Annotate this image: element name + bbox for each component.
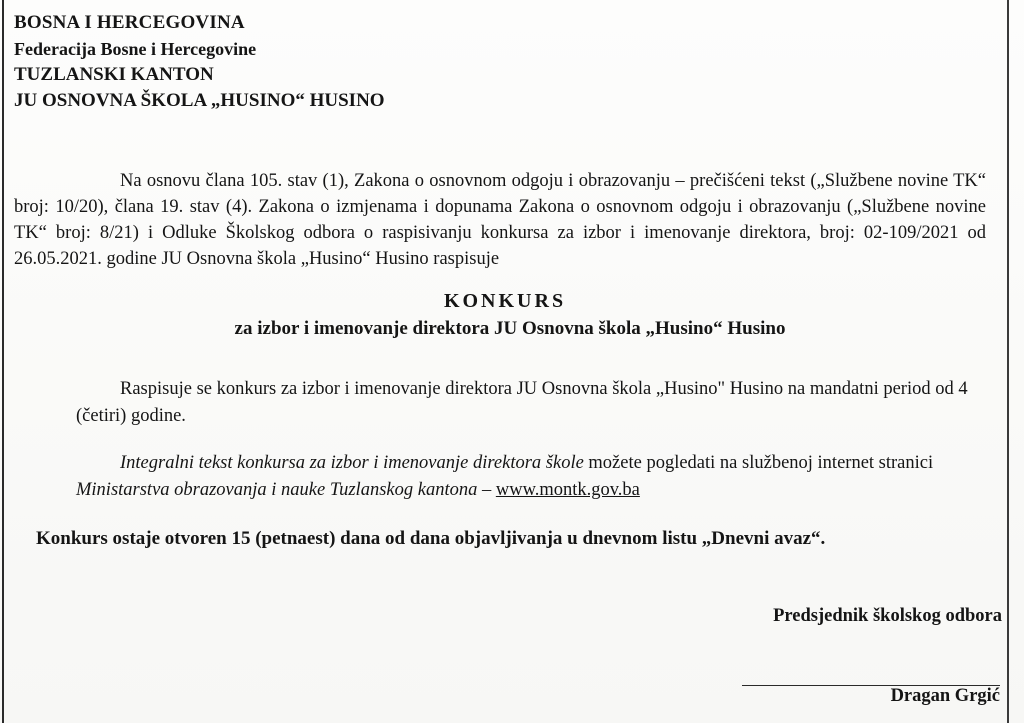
dash-text: – xyxy=(477,480,496,500)
signatory-name: Dragan Grgić xyxy=(890,686,1000,706)
announcement-paragraph: Raspisuje se konkurs za izbor i imenovanje direktora JU Osnovna škola „Husino" Husino na mandatni period od 4 (četiri) godine. xyxy=(76,379,968,426)
full-text-italic: Integralni tekst konkursa za izbor i imenovanje direktora škole xyxy=(120,453,584,473)
canton-line: TUZLANSKI KANTON xyxy=(14,64,214,85)
signatory-role: Predsjednik školskog odbora xyxy=(773,606,1002,626)
ministry-italic: Ministarstva obrazovanja i nauke Tuzlanskog kantona xyxy=(76,480,478,500)
full-text-paragraph xyxy=(76,450,1006,504)
document-title: KONKURS xyxy=(443,290,567,312)
country-line: BOSNA I HERCEGOVINA xyxy=(14,12,245,33)
website-link[interactable]: www.montk.gov.ba xyxy=(495,480,640,500)
letterhead xyxy=(14,10,385,114)
school-line: JU OSNOVNA ŠKOLA „HUSINO“ HUSINO xyxy=(14,90,385,111)
full-text-mid: možete pogledati na službenoj internet stranici xyxy=(583,453,934,473)
document-subtitle: za izbor i imenovanje direktora JU Osnovna škola „Husino“ Husino xyxy=(234,318,786,339)
federation-line: Federacija Bosne i Hercegovine xyxy=(14,39,257,59)
deadline-notice: Konkurs ostaje otvoren 15 (petnaest) dana od dana objavljivanja u dnevnom listu „Dnevni avaz“. xyxy=(36,528,826,549)
intro-paragraph: Na osnovu člana 105. stav (1), Zakona o osnovnom odgoju i obrazovanju – prečišćeni tekst („Službene novine TK“ broj: 10/20), člana 19. stav (4). Zakona o izmjenama i dopunama Zakona o osnovnom odgoju i obrazovanju („Službene novine TK“ broj: 8/21) i Odluke Školskog odbora o raspisivanju konkursa za izbor i imenovanje direktora, broj: 02-109/2021 od 26.05.2021. godine JU Osnovna škola „Husino“ Husino raspisuje xyxy=(14,171,986,269)
